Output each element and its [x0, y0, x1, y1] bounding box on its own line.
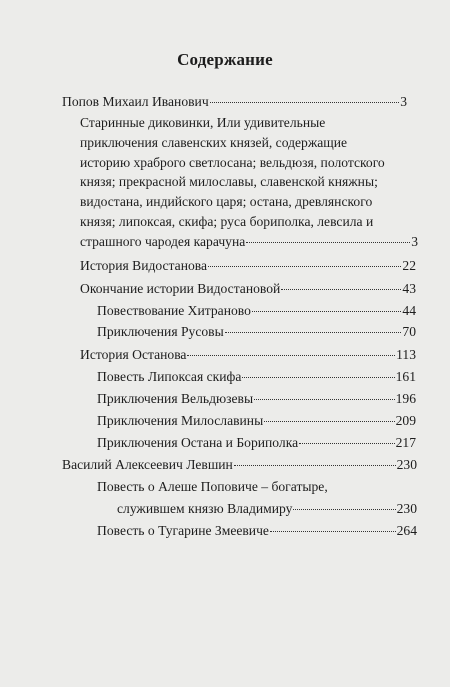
- toc-entry-title: страшного чародея карачуна: [80, 233, 246, 249]
- toc-entry-page: 43: [402, 281, 416, 296]
- toc-entry-popov: [62, 92, 407, 111]
- toc-entry-page: 113: [396, 347, 416, 362]
- toc-entry-title: Приключения Милославины: [97, 413, 264, 428]
- dot-leader: [270, 531, 396, 532]
- toc-entry-lipoksay: [97, 367, 416, 386]
- toc-entry-page: 70: [402, 324, 416, 339]
- toc-entry-page: 230: [396, 501, 417, 516]
- toc-entry-page: 44: [402, 303, 416, 318]
- toc-entry-tugarin: [97, 521, 417, 540]
- toc-entry-rusova: [97, 322, 416, 341]
- toc-entry-miloslavina: [97, 411, 416, 430]
- dot-leader: [299, 443, 394, 444]
- dot-leader: [254, 399, 395, 400]
- toc-entry-page: 209: [395, 413, 416, 428]
- toc-line: приключения славенских князей, содержащие: [80, 134, 348, 150]
- toc-entry-title: Попов Михаил Иванович: [62, 94, 209, 109]
- dot-leader: [281, 289, 401, 290]
- toc-entry-page: 3: [411, 233, 418, 249]
- toc-entry-title: Приключения Остана и Бориполка: [97, 435, 299, 450]
- toc-entry-title: Приключения Вельдюзевы: [97, 391, 254, 406]
- toc-entry-page: 217: [395, 435, 416, 450]
- toc-line: Старинные диковинки, Или удивительные: [80, 115, 326, 130]
- toc-entry-alesha: [117, 499, 417, 518]
- toc-line: князя; липоксая, скифа; руса бориполка, левсила и: [80, 213, 374, 229]
- dot-leader: [210, 102, 400, 103]
- toc-entry-title: История Останова: [80, 347, 187, 362]
- toc-entry-page: 22: [402, 258, 416, 273]
- dot-leader: [252, 311, 402, 312]
- toc-entry-title: служившем князю Владимиру: [117, 501, 293, 516]
- dot-leader: [225, 332, 402, 333]
- toc-entry-okonchanie: [80, 279, 416, 298]
- toc-entry-title: Василий Алексеевич Левшин: [62, 457, 233, 472]
- toc-line: князя; прекрасной милославы, славенской княжны;: [80, 174, 378, 190]
- toc-entry-title: Повествование Хитраново: [97, 303, 251, 318]
- toc-entry-levshin: [62, 455, 417, 474]
- toc-entry-starinnye: [80, 113, 418, 252]
- toc-entry-ostanova: [80, 345, 416, 364]
- dot-leader: [234, 465, 396, 466]
- toc-entry-title: Повесть о Тугарине Змеевиче: [97, 523, 269, 538]
- toc-entry-page: 161: [395, 369, 416, 384]
- dot-leader: [264, 421, 394, 422]
- toc-entry-page: 264: [396, 523, 417, 538]
- dot-leader: [187, 355, 395, 356]
- toc-line: видостана, индийского царя; остана, древлянского: [80, 194, 373, 210]
- toc-entry-title: История Видостанова: [80, 258, 208, 273]
- toc-entry-title: Приключения Русовы: [97, 324, 224, 339]
- dot-leader: [293, 509, 395, 510]
- toc-entry-hitranovo: [97, 301, 416, 320]
- page-title: Содержание: [177, 50, 273, 69]
- dot-leader: [246, 242, 410, 243]
- toc-line-last: [80, 232, 418, 252]
- toc-entry-ostan-boripolk: [97, 433, 416, 452]
- dot-leader: [208, 266, 401, 267]
- toc-entry-page: 196: [395, 391, 416, 406]
- toc-line: историю храброго светлосана; вельдюзя, полотского: [80, 154, 385, 170]
- toc-entry-vidostan: [80, 256, 416, 275]
- toc-entry-title: Окончание истории Видостановой: [80, 281, 281, 296]
- toc-entry-veldyuzeva: [97, 389, 416, 408]
- toc-entry-page: 3: [400, 94, 407, 109]
- toc-entry-alesha-title: Повесть о Алеше Поповиче – богатыре,: [97, 479, 328, 494]
- dot-leader: [242, 377, 394, 378]
- toc-entry-page: 230: [396, 457, 417, 472]
- toc-entry-title: Повесть Липоксая скифа: [97, 369, 242, 384]
